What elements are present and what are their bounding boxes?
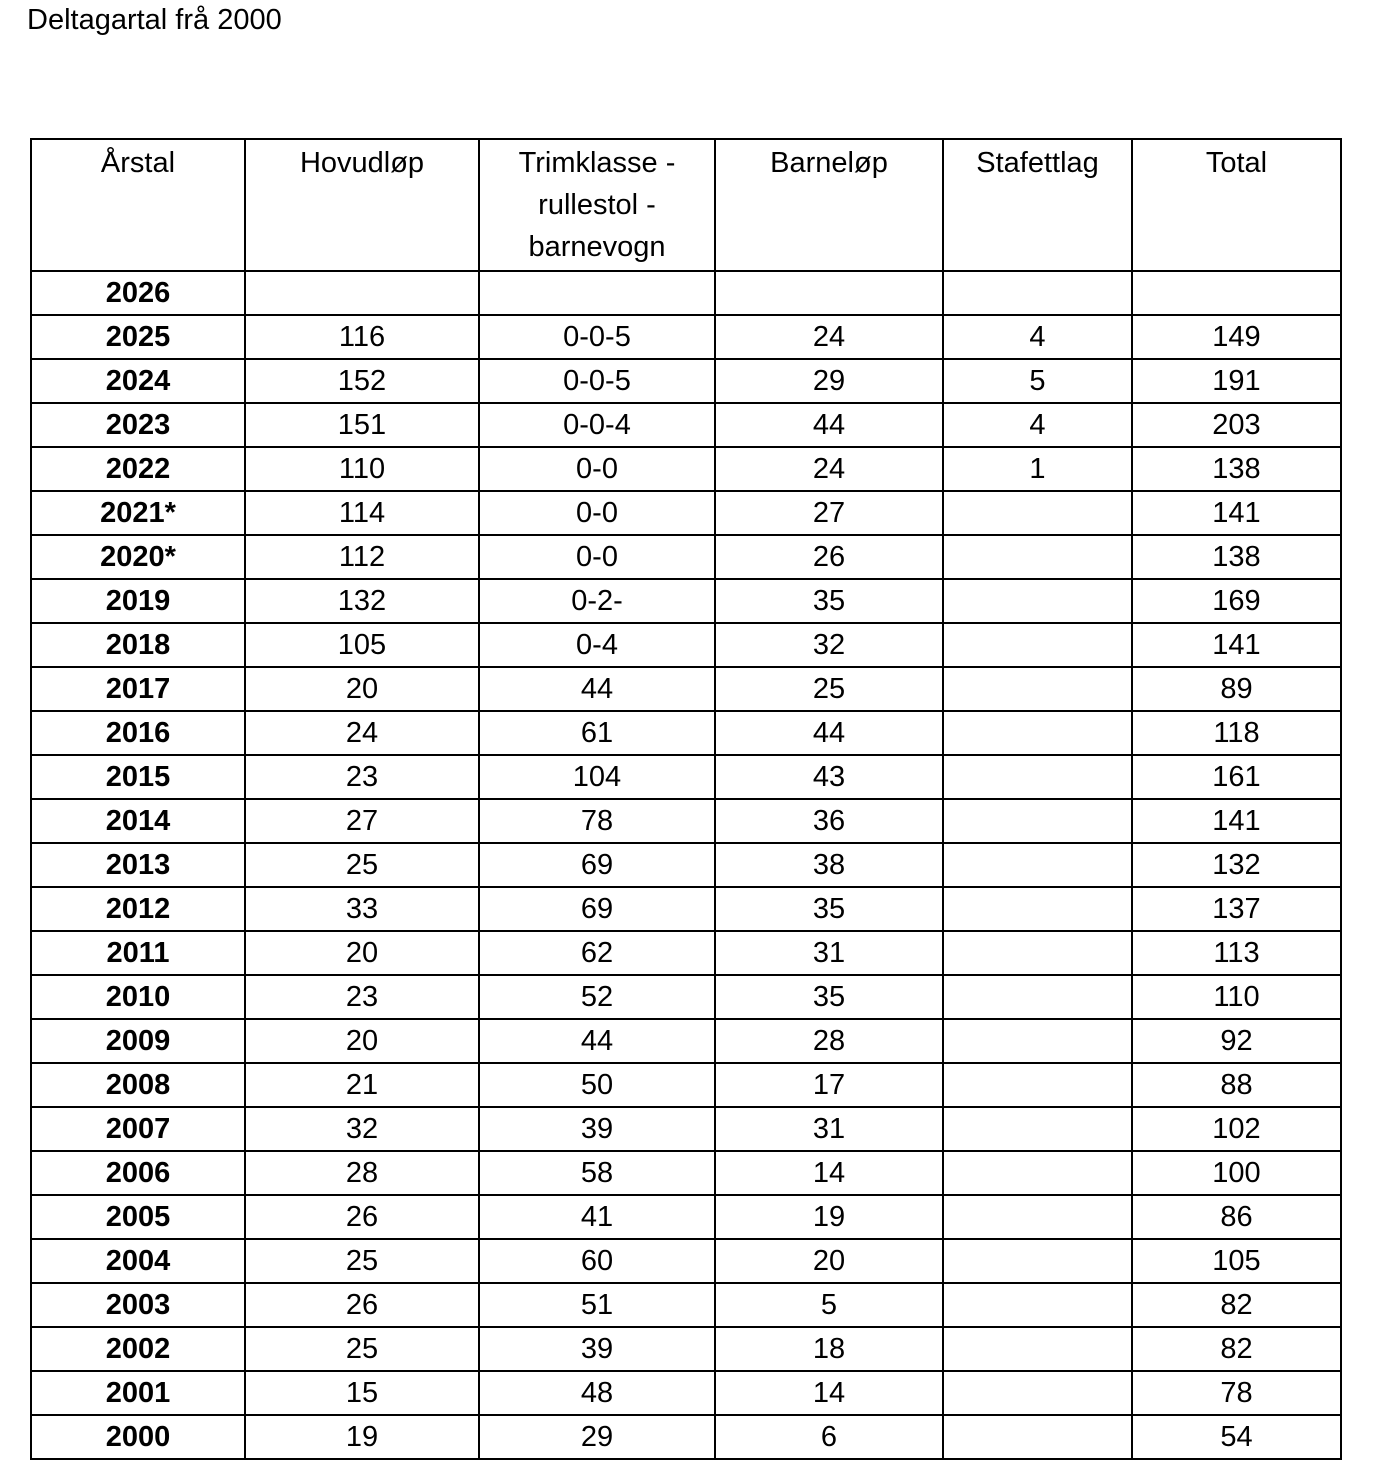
year-cell: 2015 [31, 755, 245, 799]
total-cell: 102 [1132, 1107, 1341, 1151]
header-kids-race: Barneløp [715, 139, 943, 271]
kids-race-cell: 28 [715, 1019, 943, 1063]
kids-race-cell: 38 [715, 843, 943, 887]
main-race-cell: 19 [245, 1415, 479, 1459]
header-relay-teams: Stafettlag [943, 139, 1132, 271]
year-cell: 2006 [31, 1151, 245, 1195]
trim-class-cell: 58 [479, 1151, 715, 1195]
table-row [31, 1195, 1341, 1239]
relay-teams-cell [943, 1107, 1132, 1151]
main-race-cell: 25 [245, 843, 479, 887]
total-cell [1132, 271, 1341, 315]
trim-class-cell: 62 [479, 931, 715, 975]
main-race-cell: 23 [245, 975, 479, 1019]
table-row [31, 1239, 1341, 1283]
relay-teams-cell [943, 1327, 1132, 1371]
table-row [31, 447, 1341, 491]
total-cell: 149 [1132, 315, 1341, 359]
header-trim-class: Trimklasse - rullestol - barnevogn [479, 139, 715, 271]
main-race-cell: 110 [245, 447, 479, 491]
trim-class-cell: 52 [479, 975, 715, 1019]
main-race-cell: 28 [245, 1151, 479, 1195]
year-cell: 2001 [31, 1371, 245, 1415]
trim-class-cell: 51 [479, 1283, 715, 1327]
kids-race-cell: 25 [715, 667, 943, 711]
main-race-cell: 26 [245, 1283, 479, 1327]
participants-table [30, 138, 1342, 1460]
trim-class-cell: 39 [479, 1107, 715, 1151]
total-cell: 78 [1132, 1371, 1341, 1415]
main-race-cell: 20 [245, 667, 479, 711]
year-cell: 2013 [31, 843, 245, 887]
relay-teams-cell [943, 491, 1132, 535]
total-cell: 137 [1132, 887, 1341, 931]
year-cell: 2004 [31, 1239, 245, 1283]
table-row [31, 1327, 1341, 1371]
year-cell: 2026 [31, 271, 245, 315]
total-cell: 82 [1132, 1327, 1341, 1371]
relay-teams-cell [943, 799, 1132, 843]
trim-class-cell: 0-0 [479, 535, 715, 579]
kids-race-cell: 14 [715, 1371, 943, 1415]
table-row [31, 579, 1341, 623]
kids-race-cell: 6 [715, 1415, 943, 1459]
kids-race-cell: 19 [715, 1195, 943, 1239]
main-race-cell: 112 [245, 535, 479, 579]
trim-class-cell: 0-0 [479, 447, 715, 491]
table-row [31, 1415, 1341, 1459]
total-cell: 105 [1132, 1239, 1341, 1283]
year-cell: 2023 [31, 403, 245, 447]
trim-class-cell: 29 [479, 1415, 715, 1459]
total-cell: 110 [1132, 975, 1341, 1019]
year-cell: 2017 [31, 667, 245, 711]
table-row [31, 315, 1341, 359]
trim-class-cell: 48 [479, 1371, 715, 1415]
table-row [31, 1371, 1341, 1415]
year-cell: 2008 [31, 1063, 245, 1107]
header-total: Total [1132, 139, 1341, 271]
trim-class-cell: 104 [479, 755, 715, 799]
kids-race-cell: 26 [715, 535, 943, 579]
total-cell: 100 [1132, 1151, 1341, 1195]
year-cell: 2018 [31, 623, 245, 667]
trim-class-cell: 44 [479, 667, 715, 711]
kids-race-cell: 32 [715, 623, 943, 667]
total-cell: 138 [1132, 535, 1341, 579]
kids-race-cell: 31 [715, 931, 943, 975]
year-cell: 2009 [31, 1019, 245, 1063]
table-row [31, 623, 1341, 667]
relay-teams-cell [943, 1151, 1132, 1195]
trim-class-cell: 0-0 [479, 491, 715, 535]
main-race-cell: 15 [245, 1371, 479, 1415]
main-race-cell: 24 [245, 711, 479, 755]
table-row [31, 1283, 1341, 1327]
year-cell: 2019 [31, 579, 245, 623]
trim-class-cell: 39 [479, 1327, 715, 1371]
table-row [31, 1063, 1341, 1107]
relay-teams-cell [943, 667, 1132, 711]
kids-race-cell: 27 [715, 491, 943, 535]
kids-race-cell: 44 [715, 403, 943, 447]
total-cell: 203 [1132, 403, 1341, 447]
kids-race-cell: 43 [715, 755, 943, 799]
table-row [31, 359, 1341, 403]
kids-race-cell: 5 [715, 1283, 943, 1327]
year-cell: 2002 [31, 1327, 245, 1371]
relay-teams-cell [943, 1239, 1132, 1283]
trim-class-cell: 61 [479, 711, 715, 755]
main-race-cell: 23 [245, 755, 479, 799]
relay-teams-cell [943, 1415, 1132, 1459]
year-cell: 2024 [31, 359, 245, 403]
table-row [31, 931, 1341, 975]
table-row [31, 1019, 1341, 1063]
kids-race-cell: 36 [715, 799, 943, 843]
main-race-cell: 21 [245, 1063, 479, 1107]
year-cell: 2000 [31, 1415, 245, 1459]
table-body [31, 271, 1341, 1459]
total-cell: 191 [1132, 359, 1341, 403]
kids-race-cell: 24 [715, 447, 943, 491]
total-cell: 113 [1132, 931, 1341, 975]
kids-race-cell: 31 [715, 1107, 943, 1151]
trim-class-cell: 0-2- [479, 579, 715, 623]
total-cell: 169 [1132, 579, 1341, 623]
main-race-cell: 132 [245, 579, 479, 623]
main-race-cell: 105 [245, 623, 479, 667]
year-cell: 2005 [31, 1195, 245, 1239]
trim-class-cell: 60 [479, 1239, 715, 1283]
trim-class-cell [479, 271, 715, 315]
relay-teams-cell: 4 [943, 315, 1132, 359]
trim-class-cell: 50 [479, 1063, 715, 1107]
main-race-cell: 20 [245, 931, 479, 975]
trim-class-cell: 78 [479, 799, 715, 843]
main-race-cell: 27 [245, 799, 479, 843]
header-main-race: Hovudløp [245, 139, 479, 271]
kids-race-cell: 35 [715, 887, 943, 931]
main-race-cell: 152 [245, 359, 479, 403]
relay-teams-cell [943, 931, 1132, 975]
header-row [31, 139, 1341, 271]
total-cell: 92 [1132, 1019, 1341, 1063]
table-row [31, 711, 1341, 755]
year-cell: 2003 [31, 1283, 245, 1327]
main-race-cell [245, 271, 479, 315]
total-cell: 161 [1132, 755, 1341, 799]
header-year: Årstal [31, 139, 245, 271]
year-cell: 2014 [31, 799, 245, 843]
relay-teams-cell [943, 623, 1132, 667]
table-row [31, 843, 1341, 887]
kids-race-cell: 18 [715, 1327, 943, 1371]
year-cell: 2012 [31, 887, 245, 931]
trim-class-cell: 0-0-5 [479, 315, 715, 359]
relay-teams-cell [943, 887, 1132, 931]
main-race-cell: 151 [245, 403, 479, 447]
table-row [31, 755, 1341, 799]
main-race-cell: 116 [245, 315, 479, 359]
main-race-cell: 20 [245, 1019, 479, 1063]
relay-teams-cell [943, 755, 1132, 799]
relay-teams-cell: 4 [943, 403, 1132, 447]
relay-teams-cell: 5 [943, 359, 1132, 403]
trim-class-cell: 0-0-5 [479, 359, 715, 403]
year-cell: 2022 [31, 447, 245, 491]
table-row [31, 887, 1341, 931]
kids-race-cell: 35 [715, 975, 943, 1019]
relay-teams-cell [943, 271, 1132, 315]
relay-teams-cell: 1 [943, 447, 1132, 491]
trim-class-cell: 41 [479, 1195, 715, 1239]
main-race-cell: 33 [245, 887, 479, 931]
relay-teams-cell [943, 1283, 1132, 1327]
year-cell: 2011 [31, 931, 245, 975]
relay-teams-cell [943, 843, 1132, 887]
total-cell: 141 [1132, 623, 1341, 667]
main-race-cell: 32 [245, 1107, 479, 1151]
table-row [31, 799, 1341, 843]
table-row [31, 667, 1341, 711]
total-cell: 82 [1132, 1283, 1341, 1327]
relay-teams-cell [943, 579, 1132, 623]
main-race-cell: 114 [245, 491, 479, 535]
relay-teams-cell [943, 1063, 1132, 1107]
kids-race-cell: 44 [715, 711, 943, 755]
relay-teams-cell [943, 1195, 1132, 1239]
relay-teams-cell [943, 1019, 1132, 1063]
table-row [31, 403, 1341, 447]
trim-class-cell: 44 [479, 1019, 715, 1063]
table-row [31, 271, 1341, 315]
table-row [31, 975, 1341, 1019]
kids-race-cell: 35 [715, 579, 943, 623]
main-race-cell: 25 [245, 1327, 479, 1371]
year-cell: 2007 [31, 1107, 245, 1151]
total-cell: 138 [1132, 447, 1341, 491]
total-cell: 141 [1132, 799, 1341, 843]
trim-class-cell: 0-4 [479, 623, 715, 667]
kids-race-cell: 14 [715, 1151, 943, 1195]
table-row [31, 1151, 1341, 1195]
total-cell: 86 [1132, 1195, 1341, 1239]
table-row [31, 491, 1341, 535]
trim-class-cell: 69 [479, 843, 715, 887]
total-cell: 141 [1132, 491, 1341, 535]
kids-race-cell [715, 271, 943, 315]
kids-race-cell: 20 [715, 1239, 943, 1283]
total-cell: 89 [1132, 667, 1341, 711]
total-cell: 118 [1132, 711, 1341, 755]
relay-teams-cell [943, 1371, 1132, 1415]
year-cell: 2021* [31, 491, 245, 535]
kids-race-cell: 29 [715, 359, 943, 403]
year-cell: 2025 [31, 315, 245, 359]
trim-class-cell: 69 [479, 887, 715, 931]
relay-teams-cell [943, 711, 1132, 755]
total-cell: 88 [1132, 1063, 1341, 1107]
kids-race-cell: 24 [715, 315, 943, 359]
kids-race-cell: 17 [715, 1063, 943, 1107]
relay-teams-cell [943, 975, 1132, 1019]
table-row [31, 1107, 1341, 1151]
year-cell: 2016 [31, 711, 245, 755]
page-title: Deltagartal frå 2000 [27, 4, 282, 36]
year-cell: 2020* [31, 535, 245, 579]
relay-teams-cell [943, 535, 1132, 579]
main-race-cell: 25 [245, 1239, 479, 1283]
year-cell: 2010 [31, 975, 245, 1019]
trim-class-cell: 0-0-4 [479, 403, 715, 447]
total-cell: 132 [1132, 843, 1341, 887]
main-race-cell: 26 [245, 1195, 479, 1239]
table-row [31, 535, 1341, 579]
total-cell: 54 [1132, 1415, 1341, 1459]
